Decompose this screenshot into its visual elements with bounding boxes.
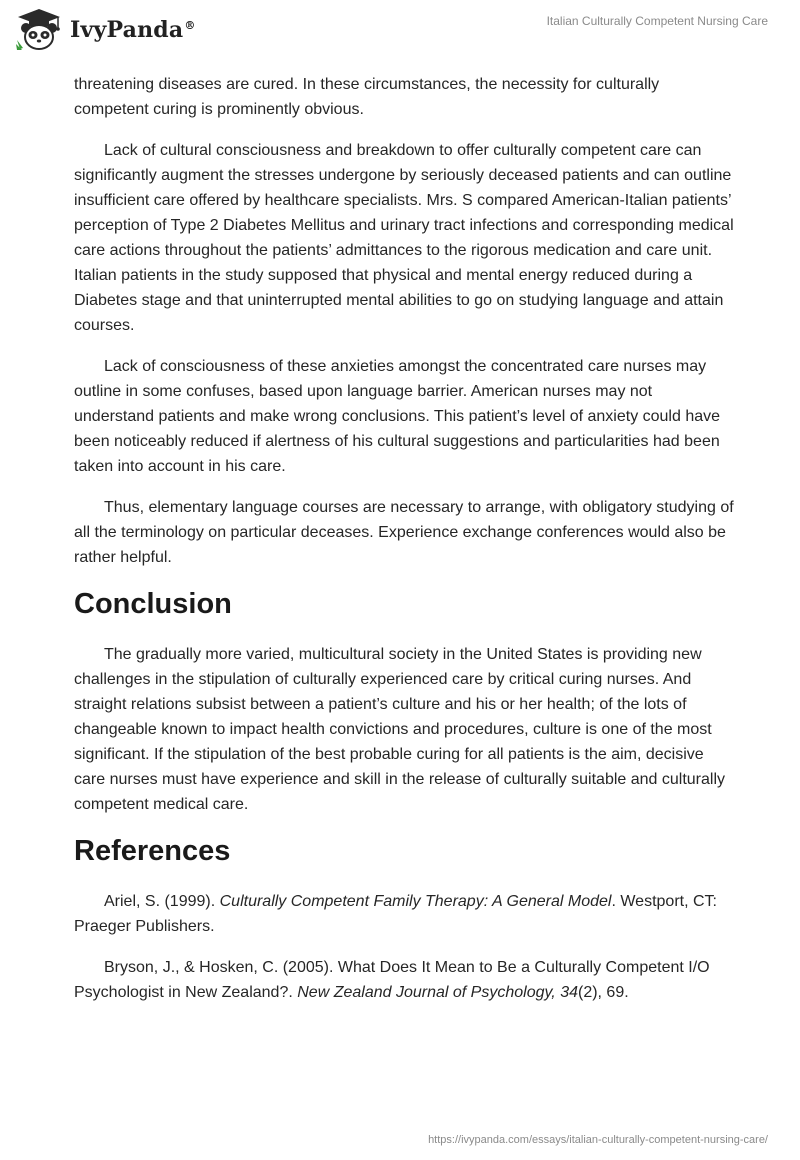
references-heading: References — [74, 835, 231, 867]
source-url[interactable]: https://ivypanda.com/essays/italian-culturally-competent-nursing-care/ — [428, 1134, 768, 1146]
document-title: Italian Culturally Competent Nursing Care — [546, 14, 768, 28]
reference-item: Bryson, J., & Hosken, C. (2005). What Does It Mean to Be a Culturally Competent I/O Psychologist in New Zealand?. New Zealand Journal of Psychology, 34(2), 69. — [74, 959, 710, 1001]
paragraph-cultural-consciousness: Lack of cultural consciousness and breakdown to offer culturally competent care can significantly augment the stresses undergone by seriously deceased patients and can outline insufficient care offered by healthcare specialists. Mrs. S compared American-Italian patients’ perception of Type 2 Diabetes Mellitus and urinary tract infections and corresponding medical care actions throughout the patients’ admittances to the rigorous medication and care unit. Italian patients in the study supposed that physical and mental energy reduced during a Diabetes stage and that uninterrupted mental abilities to go on studying language and attain courses. — [74, 142, 734, 334]
page-header — [0, 0, 800, 62]
conclusion-paragraph: The gradually more varied, multicultural society in the United States is providing new challenges in the stipulation of culturally experienced care by critical curing nurses. And straight relations subsist between a patient’s culture and his or her health; of the lots of changeable known to impact health convictions and procedures, culture is one of the most significant. If the stipulation of the best probable curing for all patients is the aim, decisive care nurses must have experience and skill in the release of culturally suitable and culturally competent medical care. — [74, 646, 726, 813]
brand-name: IvyPanda® — [70, 17, 196, 43]
reference-item: Ariel, S. (1999). Culturally Competent Family Therapy: A General Model. Westport, CT: Praeger Publishers. — [74, 893, 717, 935]
paragraph-language-courses: Thus, elementary language courses are necessary to arrange, with obligatory studying of all the terminology on particular deceases. Experience exchange conferences would also be rather helpful. — [74, 499, 734, 566]
paragraph-anxieties: Lack of consciousness of these anxieties amongst the concentrated care nurses may outline in some confuses, based upon language barrier. American nurses may not understand patients and make wrong conclusions. This patient’s level of anxiety could have been noticeably reduced if alertness of his cultural suggestions and particularities had been taken into account in his care. — [74, 358, 721, 475]
essay-content — [74, 72, 734, 1021]
paragraph-continuation: threatening diseases are cured. In these circumstances, the necessity for culturally competent curing is prominently obvious. — [74, 76, 660, 118]
conclusion-heading: Conclusion — [74, 588, 232, 620]
ivypanda-logo[interactable] — [14, 8, 196, 52]
panda-graduate-icon — [14, 8, 64, 52]
